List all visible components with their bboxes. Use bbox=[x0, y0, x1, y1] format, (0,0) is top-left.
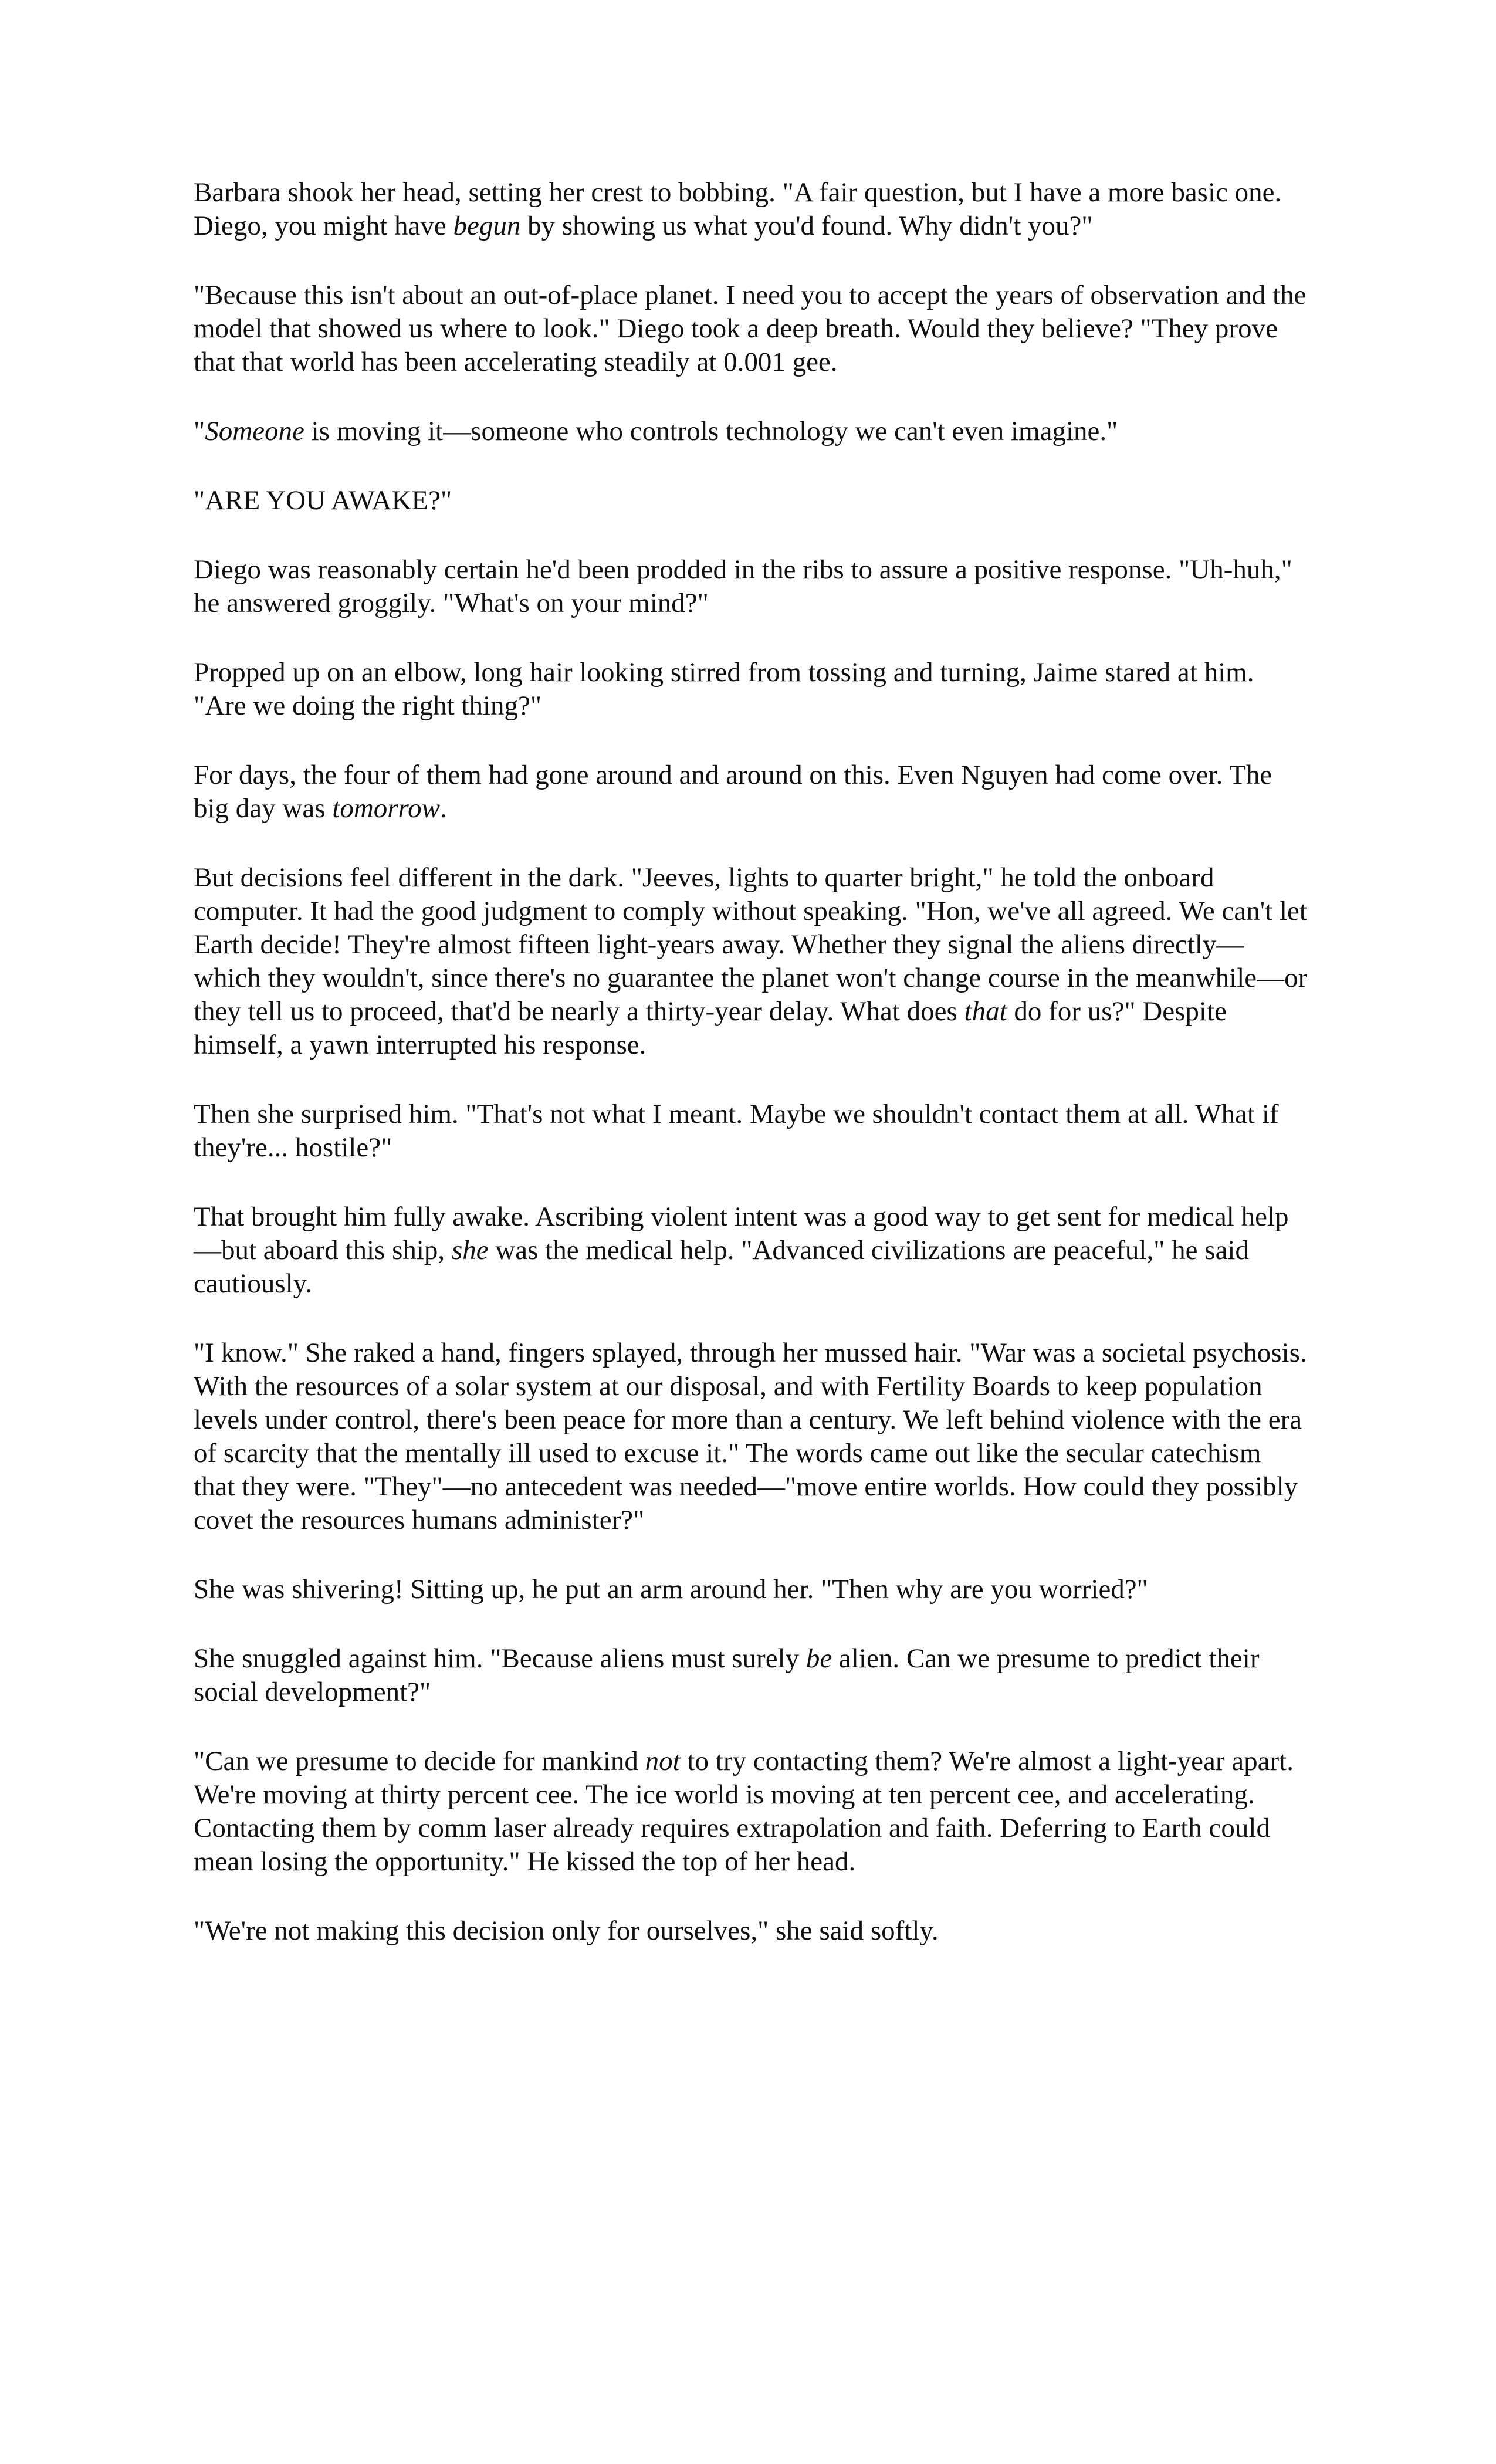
paragraph-text: by showing us what you'd found. Why didn't you?" bbox=[520, 211, 1093, 241]
italic-text: that bbox=[964, 996, 1007, 1027]
document-page bbox=[194, 176, 1308, 1984]
paragraph-text: "ARE YOU AWAKE?" bbox=[194, 485, 452, 516]
italic-text: tomorrow bbox=[332, 793, 440, 824]
paragraph bbox=[194, 553, 1308, 620]
paragraph bbox=[194, 415, 1308, 448]
italic-text: begun bbox=[453, 211, 521, 241]
paragraph bbox=[194, 1573, 1308, 1606]
paragraph-text: "Can we presume to decide for mankind bbox=[194, 1746, 645, 1776]
paragraph-text: Diego was reasonably certain he'd been prodded in the ribs to assure a positive response. "Uh-huh," he answered groggily. "What's on your mind?" bbox=[194, 554, 1292, 618]
paragraph-text: For days, the four of them had gone around and around on this. Even Nguyen had come over. The big day was bbox=[194, 760, 1272, 824]
paragraph bbox=[194, 484, 1308, 517]
paragraph bbox=[194, 279, 1308, 379]
paragraph-text: do for us?" Despite himself, a yawn interrupted his response. bbox=[194, 996, 1227, 1060]
paragraph bbox=[194, 1914, 1308, 1948]
italic-text: not bbox=[645, 1746, 681, 1776]
paragraph-text: "Because this isn't about an out-of-place planet. I need you to accept the years of observation and the model that showed us where to look." Diego took a deep breath. Would they believe? "They prove that that world has been accelerating steadily at 0.001 gee. bbox=[194, 280, 1307, 377]
paragraph-text: was the medical help. "Advanced civilizations are peaceful," he said cautiously. bbox=[194, 1235, 1249, 1299]
paragraph-text: But decisions feel different in the dark. "Jeeves, lights to quarter bright," he told the onboard computer. It had the good judgment to comply without speaking. "Hon, we've all agreed. We can't let Earth decide! They're almost fifteen light-years away. Whether they signal the aliens directly—which they wouldn't, since there's no guarantee the planet won't change course in the meanwhile—or they tell us to proceed, that'd be nearly a thirty-year delay. What does bbox=[194, 862, 1308, 1027]
italic-text: be bbox=[805, 1643, 832, 1674]
paragraph bbox=[194, 1642, 1308, 1709]
paragraph-text: " bbox=[194, 416, 205, 446]
paragraph bbox=[194, 759, 1308, 825]
paragraph bbox=[194, 861, 1308, 1062]
paragraph-text: "We're not making this decision only for ourselves," she said softly. bbox=[194, 1915, 939, 1946]
paragraph-text: Then she surprised him. "That's not what I meant. Maybe we shouldn't contact them at all. What if they're... hostile?" bbox=[194, 1099, 1279, 1163]
paragraph-text: is moving it—someone who controls technology we can't even imagine." bbox=[304, 416, 1118, 446]
paragraph bbox=[194, 1336, 1308, 1537]
paragraph-text: "I know." She raked a hand, fingers splayed, through her mussed hair. "War was a societal psychosis. With the resources of a solar system at our disposal, and with Fertility Boards to keep population levels under control, there's been peace for more than a century. We left behind violence with the era of scarcity that the mentally ill used to excuse it." The words came out like the secular catechism that they were. "They"—no antecedent was needed—"move entire worlds. How could they possibly covet the resources humans administer?" bbox=[194, 1338, 1307, 1535]
paragraph bbox=[194, 656, 1308, 723]
paragraph-text: to try contacting them? We're almost a light-year apart. We're moving at thirty percent cee. The ice world is moving at ten percent cee, and accelerating. Contacting them by comm laser already requires extrapolation and faith. Deferring to Earth could mean losing the opportunity." He kissed the top of her head. bbox=[194, 1746, 1294, 1877]
paragraph bbox=[194, 1200, 1308, 1301]
paragraph-text: . bbox=[439, 793, 447, 824]
paragraph bbox=[194, 176, 1308, 243]
paragraph bbox=[194, 1745, 1308, 1879]
paragraph bbox=[194, 1098, 1308, 1165]
paragraph-text: That brought him fully awake. Ascribing violent intent was a good way to get sent for medical help—but aboard this ship, bbox=[194, 1201, 1289, 1265]
italic-text: Someone bbox=[205, 416, 304, 446]
paragraph-text: alien. Can we presume to predict their social development?" bbox=[194, 1643, 1260, 1707]
paragraph-text: She was shivering! Sitting up, he put an arm around her. "Then why are you worried?" bbox=[194, 1574, 1148, 1605]
paragraph-text: Barbara shook her head, setting her crest to bobbing. "A fair question, but I have a more basic one. Diego, you might have bbox=[194, 177, 1282, 241]
paragraph-text: Propped up on an elbow, long hair looking stirred from tossing and turning, Jaime stared at him. "Are we doing the right thing?" bbox=[194, 657, 1254, 721]
paragraph-text: She snuggled against him. "Because aliens must surely bbox=[194, 1643, 806, 1674]
italic-text: she bbox=[451, 1235, 489, 1265]
